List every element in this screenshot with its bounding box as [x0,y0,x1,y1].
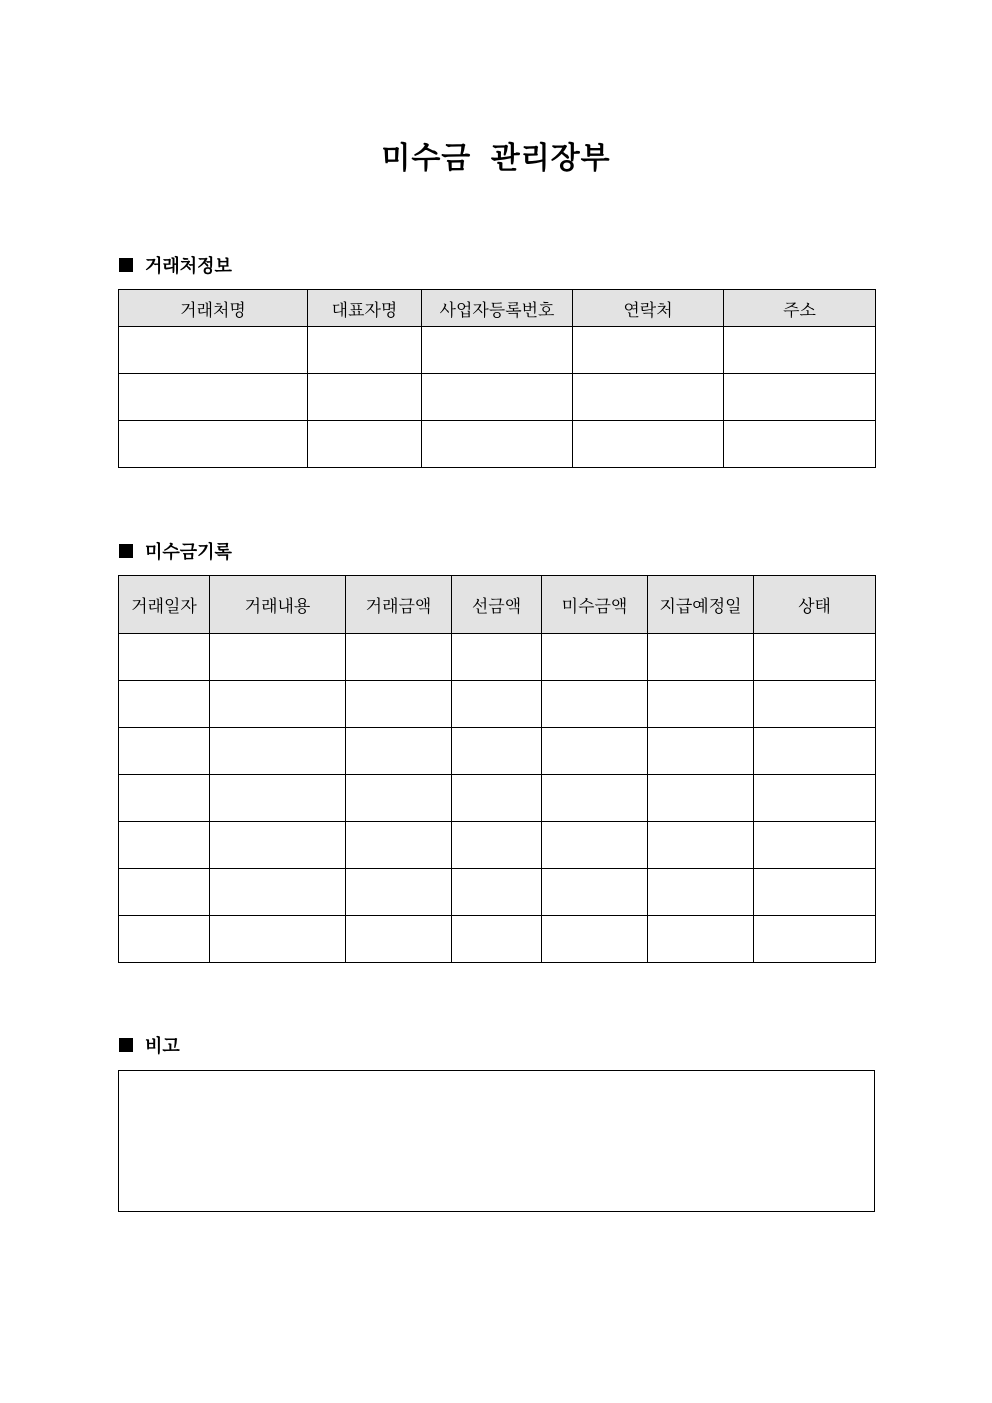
notes-section-label [119,1033,180,1057]
due-date-cell[interactable] [648,916,754,963]
transaction-details-cell[interactable] [210,775,346,822]
representative-cell[interactable] [308,421,422,468]
representative-cell[interactable] [308,374,422,421]
transaction-details-cell[interactable] [210,728,346,775]
header-due-date: 지급예정일 [648,576,754,634]
business-reg-number-cell[interactable] [422,374,573,421]
status-cell[interactable] [754,822,876,869]
client-name-cell[interactable] [119,327,308,374]
representative-cell[interactable] [308,327,422,374]
receivables-header-row [119,576,876,634]
receivables-label-text: 미수금기록 [145,542,232,563]
transaction-date-cell[interactable] [119,869,210,916]
table-row [119,421,876,468]
transaction-amount-cell[interactable] [346,634,452,681]
due-date-cell[interactable] [648,869,754,916]
page-title: 미수금 관리장부 [381,141,611,176]
advance-amount-cell[interactable] [452,869,542,916]
receivables-table [118,575,876,963]
transaction-date-cell[interactable] [119,634,210,681]
client-name-cell[interactable] [119,421,308,468]
status-cell[interactable] [754,869,876,916]
contact-cell[interactable] [573,327,724,374]
transaction-amount-cell[interactable] [346,822,452,869]
transaction-date-cell[interactable] [119,728,210,775]
receivable-amount-cell[interactable] [542,681,648,728]
transaction-amount-cell[interactable] [346,681,452,728]
receivable-amount-cell[interactable] [542,728,648,775]
client-name-cell[interactable] [119,374,308,421]
transaction-amount-cell[interactable] [346,775,452,822]
status-cell[interactable] [754,728,876,775]
table-row [119,681,876,728]
receivable-amount-cell[interactable] [542,916,648,963]
header-transaction-details: 거래내용 [210,576,346,634]
status-cell[interactable] [754,775,876,822]
business-reg-number-cell[interactable] [422,327,573,374]
advance-amount-cell[interactable] [452,681,542,728]
client-info-header-row [119,290,876,327]
table-row [119,327,876,374]
transaction-date-cell[interactable] [119,822,210,869]
black-square-bullet-icon [119,258,133,272]
table-row [119,374,876,421]
transaction-amount-cell[interactable] [346,869,452,916]
notes-label-text: 비고 [145,1036,180,1057]
transaction-date-cell[interactable] [119,775,210,822]
table-row [119,728,876,775]
header-contact: 연락처 [573,290,724,327]
contact-cell[interactable] [573,421,724,468]
table-row [119,775,876,822]
advance-amount-cell[interactable] [452,916,542,963]
advance-amount-cell[interactable] [452,822,542,869]
header-address: 주소 [724,290,876,327]
status-cell[interactable] [754,681,876,728]
due-date-cell[interactable] [648,634,754,681]
transaction-details-cell[interactable] [210,681,346,728]
header-advance-amount: 선금액 [452,576,542,634]
black-square-bullet-icon [119,544,133,558]
due-date-cell[interactable] [648,681,754,728]
table-row [119,869,876,916]
transaction-details-cell[interactable] [210,634,346,681]
header-business-reg-number: 사업자등록번호 [422,290,573,327]
contact-cell[interactable] [573,374,724,421]
transaction-amount-cell[interactable] [346,728,452,775]
transaction-date-cell[interactable] [119,681,210,728]
status-cell[interactable] [754,916,876,963]
header-representative: 대표자명 [308,290,422,327]
header-receivable-amount: 미수금액 [542,576,648,634]
client-info-label-text: 거래처정보 [145,256,232,277]
notes-box[interactable] [118,1070,875,1212]
business-reg-number-cell[interactable] [422,421,573,468]
advance-amount-cell[interactable] [452,634,542,681]
advance-amount-cell[interactable] [452,728,542,775]
transaction-amount-cell[interactable] [346,916,452,963]
table-row [119,916,876,963]
table-row [119,822,876,869]
address-cell[interactable] [724,327,876,374]
address-cell[interactable] [724,421,876,468]
due-date-cell[interactable] [648,775,754,822]
header-status: 상태 [754,576,876,634]
table-row [119,634,876,681]
due-date-cell[interactable] [648,728,754,775]
receivable-amount-cell[interactable] [542,634,648,681]
header-client-name: 거래처명 [119,290,308,327]
black-square-bullet-icon [119,1038,133,1052]
due-date-cell[interactable] [648,822,754,869]
transaction-date-cell[interactable] [119,916,210,963]
transaction-details-cell[interactable] [210,869,346,916]
status-cell[interactable] [754,634,876,681]
client-info-table [118,289,876,468]
address-cell[interactable] [724,374,876,421]
receivables-section-label [119,539,232,563]
receivable-amount-cell[interactable] [542,822,648,869]
transaction-details-cell[interactable] [210,822,346,869]
header-transaction-amount: 거래금액 [346,576,452,634]
advance-amount-cell[interactable] [452,775,542,822]
header-transaction-date: 거래일자 [119,576,210,634]
receivable-amount-cell[interactable] [542,869,648,916]
receivable-amount-cell[interactable] [542,775,648,822]
transaction-details-cell[interactable] [210,916,346,963]
client-info-section-label [119,253,232,277]
